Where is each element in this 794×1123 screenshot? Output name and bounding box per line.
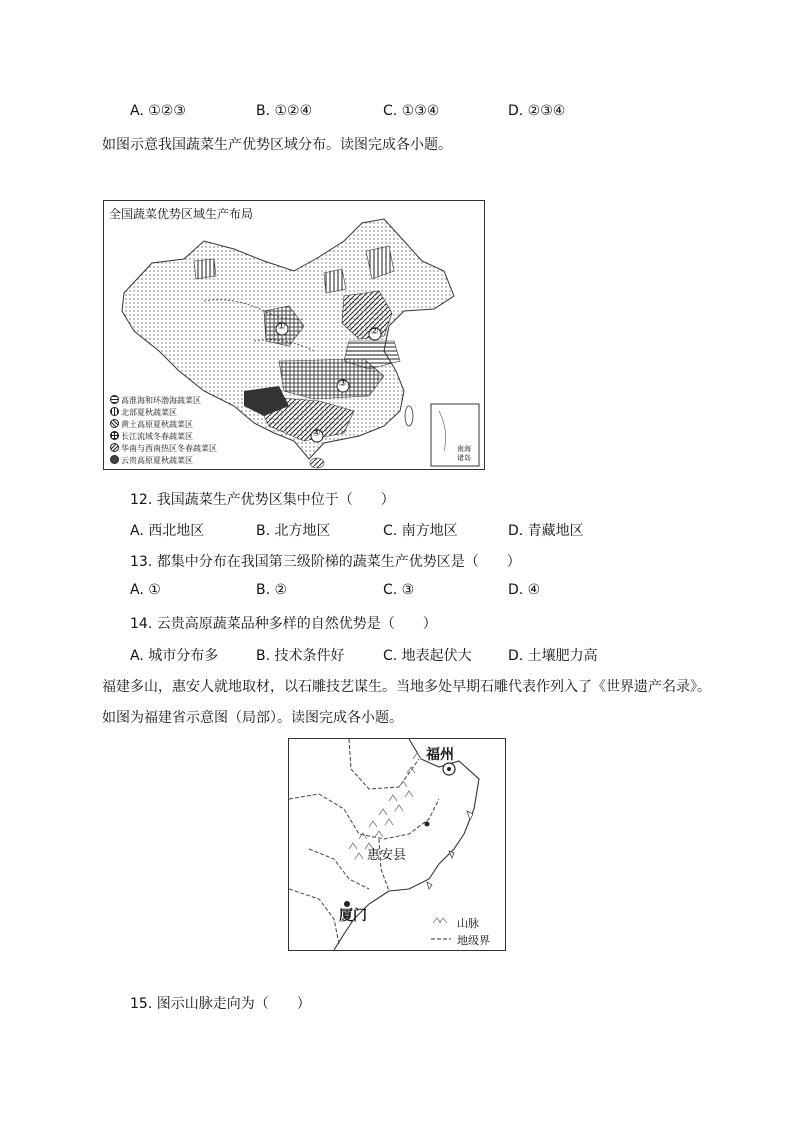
q14-option-b[interactable]: B. 技术条件好 (256, 648, 345, 664)
legend-row-1: 高淮海和环渤海蔬菜区 (110, 395, 201, 406)
marker-1: ① (277, 321, 286, 332)
city-huian: 惠安县 (367, 848, 407, 863)
china-vegetable-map (103, 200, 485, 470)
q13-stem: 13. 都集中分布在我国第三级阶梯的蔬菜生产优势区是（ ） (130, 554, 521, 570)
q12-stem: 12. 我国蔬菜生产优势区集中位于（ ） (130, 492, 395, 508)
intro-fujian-1: 福建多山，惠安人就地取材，以石雕技艺谋生。当地多处早期石雕代表作列入了《世界遗产名录》。 (102, 679, 711, 695)
q14-option-a[interactable]: A. 城市分布多 (130, 648, 219, 664)
legend-solid-icon (110, 455, 119, 464)
marker-3: ③ (338, 378, 347, 389)
q13-option-d[interactable]: D. ④ (508, 582, 541, 598)
q13-option-b[interactable]: B. ② (256, 582, 288, 598)
legend-mountain-label: 山脉 (457, 917, 479, 930)
q11-option-a[interactable]: A. ①②③ (130, 103, 186, 119)
inset-label: 南海诸岛 (457, 445, 471, 462)
fujian-map (288, 738, 506, 951)
q15-stem: 15. 图示山脉走向为（ ） (130, 996, 311, 1012)
legend-grid-icon (110, 431, 119, 440)
legend-backslash-icon (110, 443, 119, 452)
legend-vertical-icon (110, 407, 119, 416)
city-fuzhou: 福州 (426, 747, 454, 763)
q12-option-d[interactable]: D. 青藏地区 (508, 523, 584, 539)
q11-option-c[interactable]: C. ①③④ (383, 103, 440, 119)
q12-option-a[interactable]: A. 西北地区 (130, 523, 205, 539)
legend-hatch-icon (110, 395, 119, 404)
legend-row-3: 黄土高原夏秋蔬菜区 (110, 419, 193, 430)
q14-option-d[interactable]: D. 土壤肥力高 (508, 648, 598, 664)
q12-option-b[interactable]: B. 北方地区 (256, 523, 331, 539)
legend-row-6: 云贵高原夏秋蔬菜区 (110, 455, 193, 466)
china-map-title: 全国蔬菜优势区域生产布局 (109, 207, 254, 221)
legend-diagonal-icon (110, 419, 119, 428)
legend-row-2: 北部夏秋蔬菜区 (110, 407, 177, 418)
marker-2: ② (370, 326, 379, 337)
legend-boundary-label: 地级界 (457, 934, 490, 947)
q11-option-d[interactable]: D. ②③④ (508, 103, 566, 119)
intro-vegetable-map: 如图示意我国蔬菜生产优势区域分布。读图完成各小题。 (102, 137, 452, 153)
q13-option-c[interactable]: C. ③ (383, 582, 415, 598)
q13-option-a[interactable]: A. ① (130, 582, 161, 598)
intro-fujian-2: 如图为福建省示意图（局部）。读图完成各小题。 (102, 710, 403, 726)
q11-option-b[interactable]: B. ①②④ (256, 103, 313, 119)
legend-row-4: 长江流域冬春蔬菜区 (110, 431, 193, 442)
city-xiamen: 厦门 (339, 908, 367, 924)
q12-option-c[interactable]: C. 南方地区 (383, 523, 458, 539)
marker-4: ④ (312, 428, 321, 439)
q14-stem: 14. 云贵高原蔬菜品种多样的自然优势是（ ） (130, 616, 437, 632)
legend-row-5: 华南与西南热区冬春蔬菜区 (110, 443, 217, 454)
q14-option-c[interactable]: C. 地表起伏大 (383, 648, 472, 664)
